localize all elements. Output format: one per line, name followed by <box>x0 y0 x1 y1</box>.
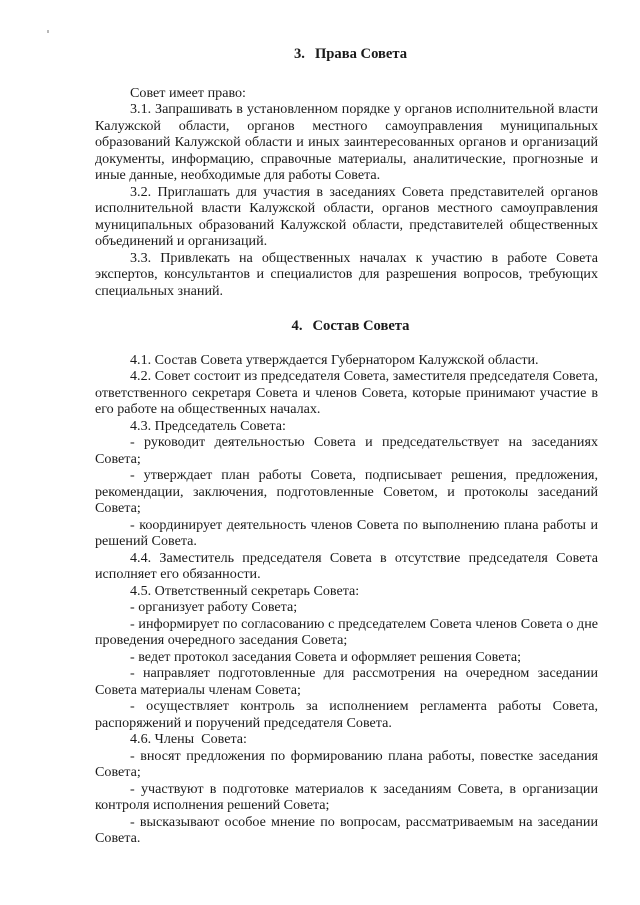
paragraph-4-5: 4.5. Ответственный секретарь Совета: <box>130 582 360 599</box>
section-4-heading <box>95 318 598 335</box>
section-3-heading <box>95 46 598 63</box>
section-4-title: Состав Совета <box>312 318 410 334</box>
scan-artifact <box>47 30 49 33</box>
secretary-duty-4: - направляет подготовленные для рассмотрения на очередном заседании Совета материалы членам Совета; <box>95 665 598 698</box>
secretary-duty-1: - организует работу Совета; <box>130 599 298 615</box>
paragraph-4-6: 4.6. Члены Совета: <box>130 731 247 747</box>
section-3-intro: Совет имеет право: <box>130 84 246 101</box>
section-3-number: 3. <box>293 46 305 62</box>
document-body <box>95 46 598 847</box>
paragraph-3-2: 3.2. Приглашать для участия в заседаниях Совета представителей органов исполнительной власти Калужской области, органов местного самоуправления муниципальных образований Калужской области, представителей общественных объединений и организаций. <box>95 183 598 249</box>
section-3-title: Права Совета <box>314 46 408 62</box>
chairman-duty-3: - координирует деятельность членов Совета по выполнению плана работы и решений Совета. <box>95 516 598 549</box>
chairman-duty-1: - руководит деятельностью Совета и председательствует на заседаниях Совета; <box>95 434 598 467</box>
paragraph-4-2: 4.2. Совет состоит из председателя Совета, заместителя председателя Совета, ответственного секретаря Совета и членов Совета, которые принимают участие в его работе на общественных началах. <box>95 368 598 417</box>
paragraph-4-4: 4.4. Заместитель председателя Совета в отсутствие председателя Совета исполняет его обязанности. <box>95 549 598 582</box>
chairman-duty-2: - утверждает план работы Совета, подписывает решения, предложения, рекомендации, заключения, подготовленные Советом, и протоколы заседаний Совета; <box>95 467 598 516</box>
paragraph-3-1: 3.1. Запрашивать в установленном порядке у органов исполнительной власти Калужской области, органов местного самоуправления муниципальных образований Калужской области и иных заинтересованных органов и организаций документы, информацию, справочные материалы, аналитические, прогнозные и иные данные, необходимые для работы Совета. <box>95 101 598 183</box>
paragraph-4-3: 4.3. Председатель Совета: <box>130 417 286 434</box>
member-duty-2: - участвуют в подготовке материалов к заседаниям Совета, в организации контроля исполнения решений Совета; <box>95 780 598 813</box>
paragraph-4-1: 4.1. Состав Совета утверждается Губернатором Калужской области. <box>130 351 539 368</box>
member-duty-1: - вносят предложения по формированию плана работы, повестке заседания Совета; <box>95 747 598 780</box>
secretary-duty-3: - ведет протокол заседания Совета и оформляет решения Совета; <box>130 648 521 665</box>
member-duty-3: - высказывают особое мнение по вопросам, рассматриваемым на заседании Совета. <box>95 813 598 846</box>
section-4-number: 4. <box>291 318 303 334</box>
secretary-duty-5: - осуществляет контроль за исполнением регламента работы Совета, распоряжений и поручений председателя Совета. <box>95 698 598 731</box>
secretary-duty-2: - информирует по согласованию с председателем Совета членов Совета о дне проведения очередного заседания Совета; <box>95 615 598 648</box>
paragraph-3-3: 3.3. Привлекать на общественных началах к участию в работе Совета экспертов, консультантов и специалистов для разрешения вопросов, требующих специальных знаний. <box>95 249 598 299</box>
